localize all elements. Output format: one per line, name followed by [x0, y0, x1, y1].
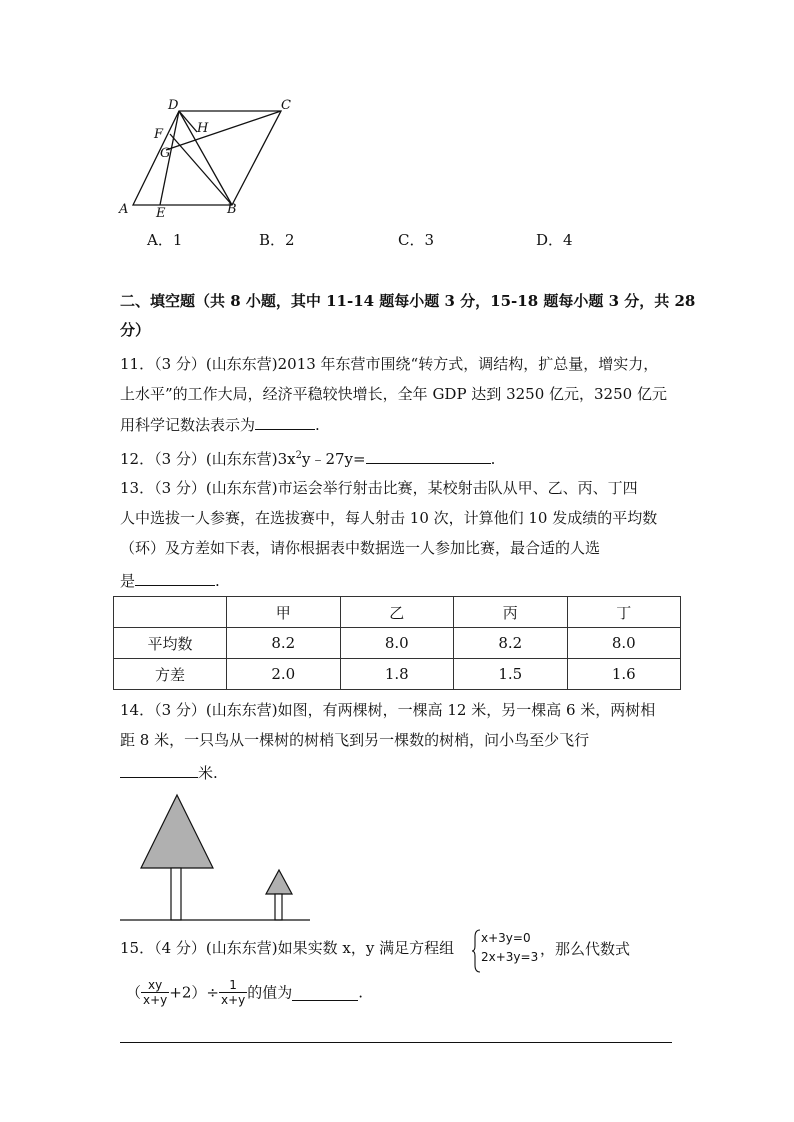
footer-rule [120, 1042, 672, 1043]
table-cell: 8.2 [454, 628, 568, 659]
label-E: E [156, 206, 166, 221]
table-cell: 方差 [114, 659, 227, 690]
table-cell: 8.2 [227, 628, 341, 659]
q12-prefix: 12．（3 分）(山东东营)3x [120, 450, 296, 468]
q11-answer-blank[interactable] [255, 414, 315, 430]
trees-figure [118, 790, 318, 925]
q15-eq2: 2x+3y=3 [481, 950, 539, 964]
q15-frac2-den: x+y [220, 993, 246, 1007]
table-cell: 1.5 [454, 659, 568, 690]
label-F: F [154, 127, 164, 142]
scores-table [113, 596, 681, 690]
label-D: D [168, 98, 179, 113]
choice-a[interactable]: A．1 [147, 231, 183, 249]
q15-open-paren: （ [126, 983, 142, 1002]
q13-line3: （环）及方差如下表，请你根据表中数据选一人参加比赛，最合适的人选 [120, 539, 601, 557]
q12-answer-blank[interactable] [366, 448, 491, 464]
choice-b[interactable]: B．2 [259, 231, 295, 249]
q15-frac1-den: x+y [143, 993, 168, 1007]
q15-line2 [126, 978, 363, 1007]
q12-line [120, 446, 495, 469]
section-heading-cont: 分） [120, 321, 151, 339]
q15-equation-system [481, 929, 538, 967]
q11-line1: 11．（3 分）(山东东营)2013 年东营市围绕“转方式，调结构，扩总量，增实力， [120, 355, 659, 373]
q14-line2: 距 8 米，一只鸟从一棵树的树梢飞到另一棵数的树梢，问小鸟至少飞行 [120, 731, 590, 749]
q15-end: . [358, 983, 364, 1002]
choice-d[interactable]: D．4 [536, 231, 573, 249]
q15-answer-blank[interactable] [292, 985, 358, 1001]
label-C: C [281, 98, 291, 113]
tall-tree-crown [141, 795, 213, 868]
q14-line3 [120, 762, 218, 783]
q15-frac1-num: xy [141, 978, 169, 993]
table-header-cell: 丙 [454, 597, 568, 628]
q15-fraction-xy [141, 978, 169, 1007]
q15-line1-end: ，那么代数式 [540, 940, 631, 958]
label-H: H [197, 121, 209, 136]
q15-plus2: +2）÷ [169, 983, 219, 1002]
q11-end: . [315, 416, 320, 434]
q15-fraction-one [219, 978, 247, 1007]
q12-exponent: 2 [295, 450, 302, 461]
table-cell: 8.0 [567, 628, 681, 659]
q11-line3 [120, 414, 320, 435]
table-header-cell: 乙 [340, 597, 454, 628]
q14-line1: 14．（3 分）(山东东营)如图，有两棵树，一棵高 12 米，另一棵高 6 米，两树相 [120, 701, 656, 719]
table-cell: 平均数 [114, 628, 227, 659]
table-row [114, 659, 681, 690]
table-cell: 2.0 [227, 659, 341, 690]
choice-c[interactable]: C．3 [398, 231, 435, 249]
q13-end: . [215, 572, 220, 590]
table-header-cell [114, 597, 227, 628]
label-B: B [227, 202, 237, 217]
q15-frac2-num: 1 [219, 978, 247, 993]
short-tree-crown [266, 870, 292, 894]
q11-line3-text: 用科学记数法表示为 [120, 416, 256, 434]
q13-line4-text: 是 [120, 572, 136, 590]
left-brace-icon [471, 929, 481, 973]
q11-line2: 上水平”的工作大局，经济平稳较快增长，全年 GDP 达到 3250 亿元，3250 亿元 [120, 385, 667, 403]
table-header-cell: 丁 [567, 597, 681, 628]
q14-answer-blank[interactable] [120, 762, 198, 778]
q15-line1 [120, 938, 454, 958]
table-row [114, 628, 681, 659]
q13-line2: 人中选拔一人参赛，在选拔赛中，每人射击 10 次，计算他们 10 发成绩的平均数 [120, 509, 658, 527]
table-cell: 1.6 [567, 659, 681, 690]
q15-line2-text: 的值为 [247, 983, 293, 1002]
q15-line1-text: 15．（4 分）(山东东营)如果实数 x，y 满足方程组 [120, 939, 455, 957]
table-header-row [114, 597, 681, 628]
q13-answer-blank[interactable] [135, 570, 215, 586]
short-tree-trunk [275, 894, 282, 920]
parallelogram-figure [110, 90, 310, 225]
label-A: A [119, 202, 129, 217]
q13-line4 [120, 570, 220, 591]
table-cell: 8.0 [340, 628, 454, 659]
q14-end: 米. [198, 764, 218, 782]
q15-eq1: x+3y=0 [481, 931, 531, 945]
q13-line1: 13．（3 分）(山东东营)市运会举行射击比赛，某校射击队从甲、乙、丙、丁四 [120, 479, 638, 497]
q12-middle: y﹣27y= [301, 450, 366, 468]
table-header-cell: 甲 [227, 597, 341, 628]
section-heading: 二、填空题（共 8 小题，其中 11-14 题每小题 3 分，15-18 题每小题 3 分，共 28 [120, 292, 696, 310]
table-cell: 1.8 [340, 659, 454, 690]
label-G: G [160, 146, 171, 161]
q12-end: . [490, 450, 496, 468]
tall-tree-trunk [171, 868, 181, 920]
